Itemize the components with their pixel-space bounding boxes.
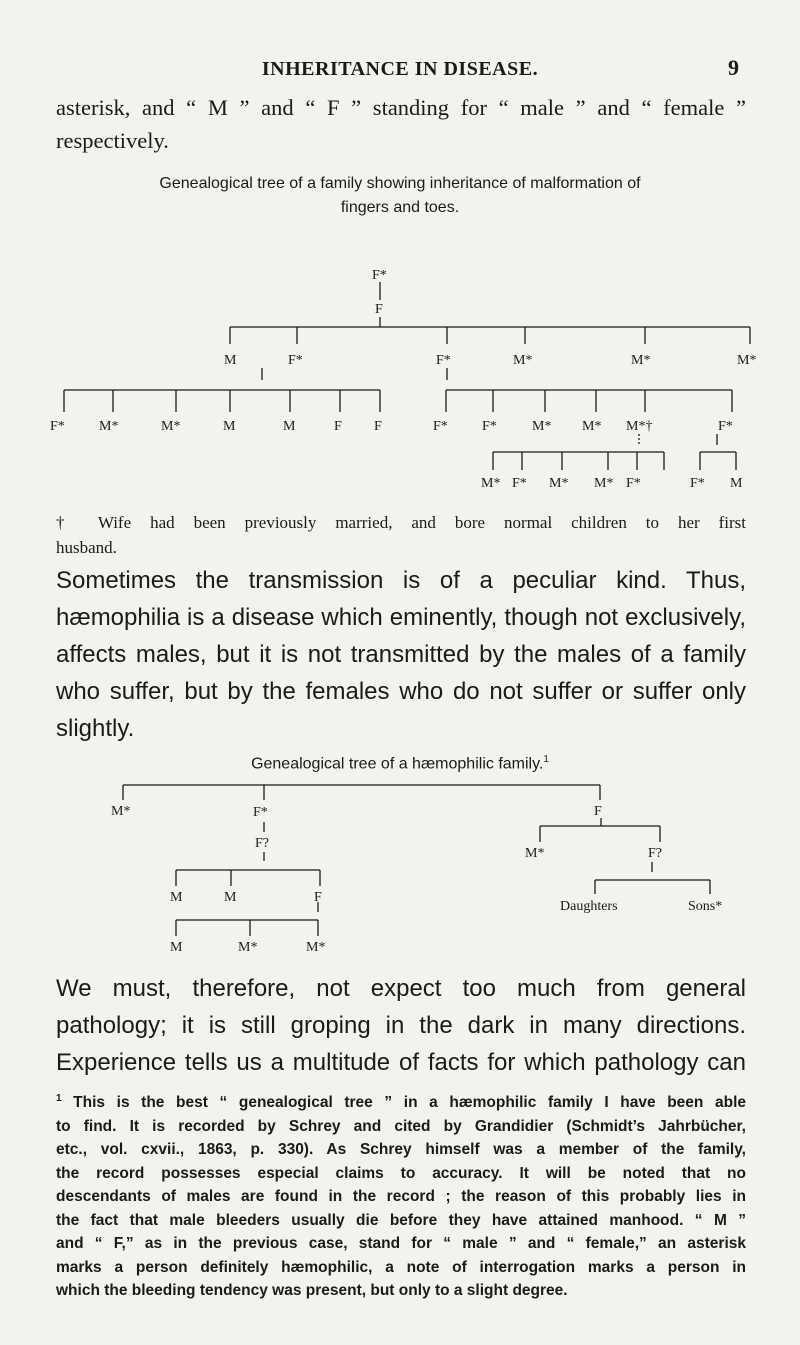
intro-line: asterisk, and “ M ” and “ F ” standing for “ male ” and “ female ” xyxy=(56,95,746,120)
footnote-line: etc., vol. cxvii., 1863, p. 330). As Schrey himself was a member of the family, xyxy=(56,1141,746,1159)
tree1-node: M* xyxy=(513,353,533,368)
tree2-node: M* xyxy=(238,940,258,955)
tree1-note-line: husband. xyxy=(56,538,117,557)
running-title: INHERITANCE IN DISEASE. xyxy=(261,58,539,80)
paragraph-line: pathology; it is still groping in the dark in many directions. xyxy=(56,1012,746,1039)
tree2-node: M xyxy=(170,940,183,955)
tree1-node: M* xyxy=(737,353,757,368)
tree1-node: F* xyxy=(288,353,303,368)
tree2-caption-text: Genealogical tree of a hæmophilic family. xyxy=(251,755,544,773)
tree1-node: M* xyxy=(161,419,181,434)
tree1-node: F* xyxy=(50,419,65,434)
tree2-node: M* xyxy=(525,846,545,861)
paragraph-line: hæmophilia is a disease which eminently, though not exclusively, xyxy=(56,604,746,631)
tree1-node: M* xyxy=(481,476,501,491)
footnote-line: the record possesses especial claims to accuracy. It will be noted that no xyxy=(56,1164,746,1182)
tree2-node: M* xyxy=(111,804,131,819)
paragraph-line: slightly. xyxy=(56,715,135,742)
tree1-node: F xyxy=(375,302,383,317)
tree1-node: F* xyxy=(718,419,733,434)
tree1-caption-line: Genealogical tree of a family showing inheritance of malformation of xyxy=(159,175,641,192)
footnote-text: This is the best “ genealogical tree ” in a hæmophilic family I have been able xyxy=(73,1094,746,1112)
tree1-node: F* xyxy=(626,476,641,491)
footnote-line: descendants of males are found in the record ; the reason of this probably lies in xyxy=(56,1188,746,1206)
page-number: 9 xyxy=(728,55,739,80)
tree2-node: F* xyxy=(253,805,268,820)
tree1-note-line: † Wife had been previously married, and bore normal children to her first xyxy=(56,513,746,532)
tree1-node: F* xyxy=(690,476,705,491)
tree1-node: M* xyxy=(549,476,569,491)
tree1-node: M*† xyxy=(626,419,653,434)
footnote-line: and “ F,” as in the previous case, stand for “ male ” and “ female,” an asterisk xyxy=(56,1235,746,1253)
tree1-node: M* xyxy=(594,476,614,491)
footnote-line: marks a person definitely hæmophilic, a note of interrogation marks a person in xyxy=(56,1258,746,1276)
tree2-node: M xyxy=(224,890,237,905)
tree1-node: M xyxy=(224,353,237,368)
paragraph-line: Sometimes the transmission is of a peculiar kind. Thus, xyxy=(56,567,746,594)
tree1-node: M xyxy=(283,419,296,434)
paragraph-line: who suffer, but by the females who do not suffer or suffer only xyxy=(56,678,746,705)
tree2-node: F xyxy=(314,890,322,905)
tree2-node: F? xyxy=(648,846,662,861)
tree1-node: F* xyxy=(436,353,451,368)
tree1-node: F* xyxy=(482,419,497,434)
tree2-node: Daughters xyxy=(560,899,618,914)
footnote-line: the fact that male bleeders usually die before they have attained manhood. “ M ” xyxy=(56,1211,746,1229)
tree2-node: Sons* xyxy=(688,899,723,914)
footnote xyxy=(56,1087,746,1303)
tree2-node: F xyxy=(594,804,602,819)
paragraph-line: Experience tells us a multitude of facts for which pathology can xyxy=(56,1049,746,1076)
footnote-marker: 1 xyxy=(56,1093,62,1104)
tree1-node: F* xyxy=(512,476,527,491)
intro-line: respectively. xyxy=(56,128,169,153)
tree1-node: M* xyxy=(582,419,602,434)
body-paragraph-2 xyxy=(56,970,746,1081)
tree1-node: M xyxy=(730,476,743,491)
tree2-node: M* xyxy=(306,940,326,955)
tree2-node: M xyxy=(170,890,183,905)
footnote-marker: 1 xyxy=(543,754,549,765)
tree1-node: M xyxy=(223,419,236,434)
tree1-caption-line: fingers and toes. xyxy=(340,199,460,216)
footnote-line: which the bleeding tendency was present, but only to a slight degree. xyxy=(56,1282,568,1300)
paragraph-line: affects males, but it is not transmitted by the males of a family xyxy=(56,641,746,668)
footnote-line xyxy=(56,1087,746,1115)
paragraph-line: We must, therefore, not expect too much from general xyxy=(56,975,746,1002)
tree1-node: F xyxy=(374,419,382,434)
tree1-node: M* xyxy=(532,419,552,434)
tree1-node: F xyxy=(334,419,342,434)
tree1-node: M* xyxy=(99,419,119,434)
tree2-lines xyxy=(123,785,710,936)
tree1-node: F* xyxy=(372,268,387,283)
footnote-line: to find. It is recorded by Schrey and cited by Grandidier (Schmidt’s Jahrbücher, xyxy=(56,1117,746,1135)
tree1-node: M* xyxy=(631,353,651,368)
tree1-node: F* xyxy=(433,419,448,434)
tree2-node: F? xyxy=(255,836,269,851)
